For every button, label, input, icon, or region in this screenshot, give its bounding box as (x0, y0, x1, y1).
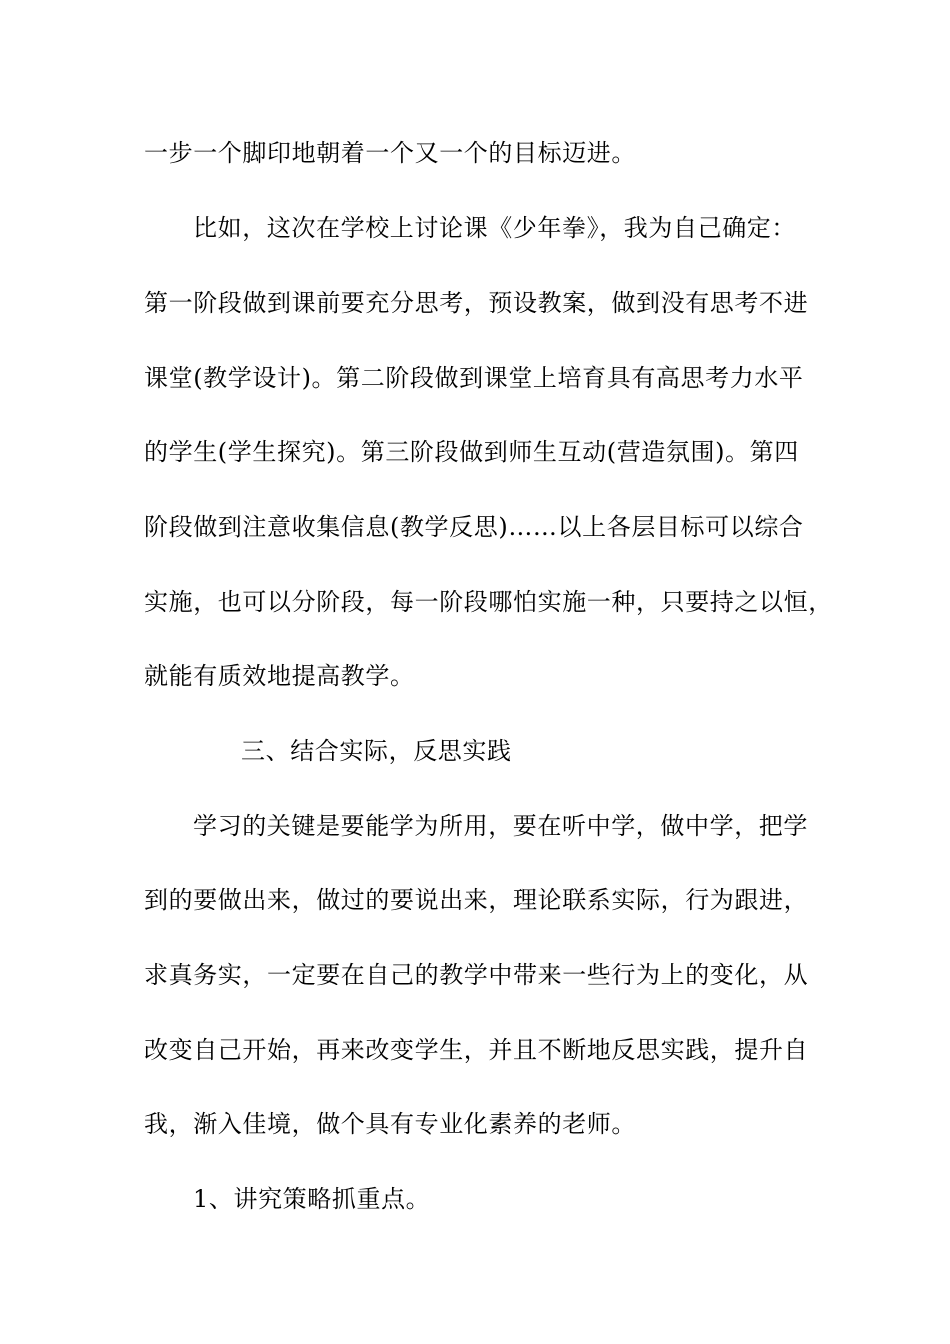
paragraph-line-5: 的学生(学生探究)。第三阶段做到师生互动(营造氛围)。第四 (144, 438, 799, 466)
paragraph-line-13: 改变自己开始，再来改变学生，并且不断地反思实践，提升自 (144, 1036, 809, 1064)
paragraph-line-14: 我，渐入佳境，做个具有专业化素养的老师。 (144, 1110, 636, 1138)
section-heading: 三、结合实际，反思实践 (241, 737, 512, 765)
paragraph-line-3: 第一阶段做到课前要充分思考，预设教案，做到没有思考不进 (144, 289, 809, 317)
paragraph-line-6: 阶段做到注意收集信息(教学反思)……以上各层目标可以综合 (144, 513, 804, 541)
paragraph-line-7: 实施，也可以分阶段，每一阶段哪怕实施一种，只要持之以恒， (144, 588, 833, 616)
paragraph-line-11: 到的要做出来，做过的要说出来，理论联系实际，行为跟进， (144, 886, 809, 914)
paragraph-line-8: 就能有质效地提高教学。 (144, 662, 415, 690)
paragraph-line-12: 求真务实，一定要在自己的教学中带来一些行为上的变化，从 (144, 961, 809, 989)
paragraph-line-1: 一步一个脚印地朝着一个又一个的目标迈进。 (144, 139, 636, 167)
paragraph-line-10: 学习的关键是要能学为所用，要在听中学，做中学，把学 (193, 812, 808, 840)
paragraph-line-2: 比如，这次在学校上讨论课《少年拳》，我为自己确定： (193, 214, 796, 242)
subsection-heading: 1、讲究策略抓重点。 (193, 1185, 431, 1213)
paragraph-line-4: 课堂(教学设计)。第二阶段做到课堂上培育具有高思考力水平 (144, 364, 804, 392)
